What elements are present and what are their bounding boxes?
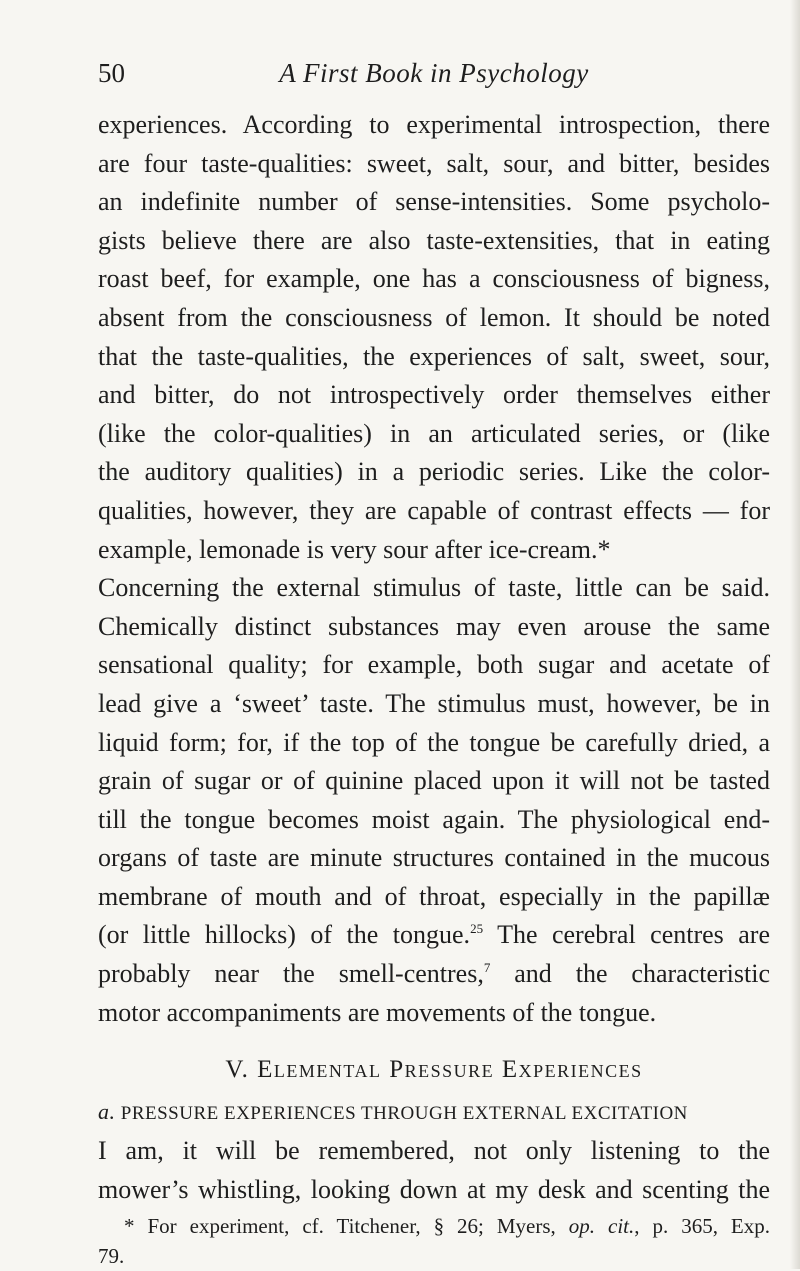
subsection-heading <box>98 1092 770 1132</box>
text-fragment: probably near the smell-centres, <box>98 959 484 989</box>
subsection-title: PRESSURE EXPERIENCES THROUGH EXTERNAL EXCITATION <box>115 1103 688 1125</box>
text-fragment: and the characteristic <box>490 959 770 989</box>
footnote <box>98 1211 770 1271</box>
text-fragment: The cerebral centres are <box>483 920 770 950</box>
text-line: that the taste-qualities, the experiences of salt, sweet, sour, <box>98 341 770 371</box>
text-line: lead give a ‘sweet’ taste. The stimulus must, however, be in <box>98 688 770 718</box>
text-line: are four taste-qualities: sweet, salt, sour, and bitter, besides <box>98 148 770 178</box>
text-line <box>98 916 770 955</box>
page-header <box>98 50 770 100</box>
text-line <box>98 955 770 994</box>
footnote-line: 79. <box>98 1244 125 1269</box>
text-line: till the tongue becomes moist again. The physiological end- <box>98 804 770 834</box>
text-line: grain of sugar or of quinine placed upon it will not be tasted <box>98 766 770 796</box>
book-page <box>98 50 770 1271</box>
section-heading: V. Elemental Pressure Experiences <box>225 1056 643 1084</box>
page-edge-shadow <box>790 0 800 1269</box>
footnote-line <box>98 1211 770 1241</box>
second-paragraph <box>98 1132 770 1209</box>
page-number: 50 <box>98 58 125 88</box>
text-line: the auditory qualities) in a periodic series. Like the color- <box>98 457 770 487</box>
subsection-label: a. <box>98 1099 116 1125</box>
text-line: motor accompaniments are movements of the tongue. <box>98 997 657 1027</box>
text-line: and bitter, do not introspectively order themselves either <box>98 380 770 410</box>
running-title: A First Book in Psychology <box>279 58 589 88</box>
text-line: Concerning the external stimulus of taste, little can be said. <box>98 573 770 603</box>
text-line: I am, it will be remembered, not only listening to the <box>98 1136 770 1166</box>
text-line: membrane of mouth and of throat, especially in the papillæ <box>98 881 770 911</box>
text-fragment: (or little hillocks) of the tongue. <box>98 920 471 950</box>
text-line: organs of taste are minute structures contained in the mucous <box>98 843 770 873</box>
text-line: roast beef, for example, one has a consciousness of bigness, <box>98 264 770 294</box>
text-line: liquid form; for, if the top of the tongue be carefully dried, a <box>98 727 770 757</box>
main-paragraph <box>98 106 770 1032</box>
endnote-reference[interactable]: 7 <box>483 960 491 976</box>
text-line: (like the color-qualities) in an articulated series, or (like <box>98 418 770 448</box>
text-line: absent from the consciousness of lemon. It should be noted <box>98 302 770 332</box>
endnote-reference[interactable]: 25 <box>470 921 484 937</box>
text-line: an indefinite number of sense-intensities. Some psycholo- <box>98 187 770 217</box>
footnote-text: * For experiment, cf. Titchener, § 26; Myers, <box>124 1214 569 1239</box>
text-line: experiences. According to experimental introspection, there <box>98 110 770 139</box>
text-line: mower’s whistling, looking down at my desk and scenting the <box>98 1174 770 1204</box>
text-line: gists believe there are also taste-extensities, that in eating <box>98 225 770 255</box>
text-line: Chemically distinct substances may even arouse the same <box>98 611 770 641</box>
footnote-citation: op. cit. <box>568 1214 635 1239</box>
text-line: qualities, however, they are capable of contrast effects — for <box>98 495 770 525</box>
text-line: example, lemonade is very sour after ice-cream.* <box>98 534 611 564</box>
footnote-text: , p. 365, Exp. <box>634 1214 770 1239</box>
text-line: sensational quality; for example, both sugar and acetate of <box>98 650 770 680</box>
